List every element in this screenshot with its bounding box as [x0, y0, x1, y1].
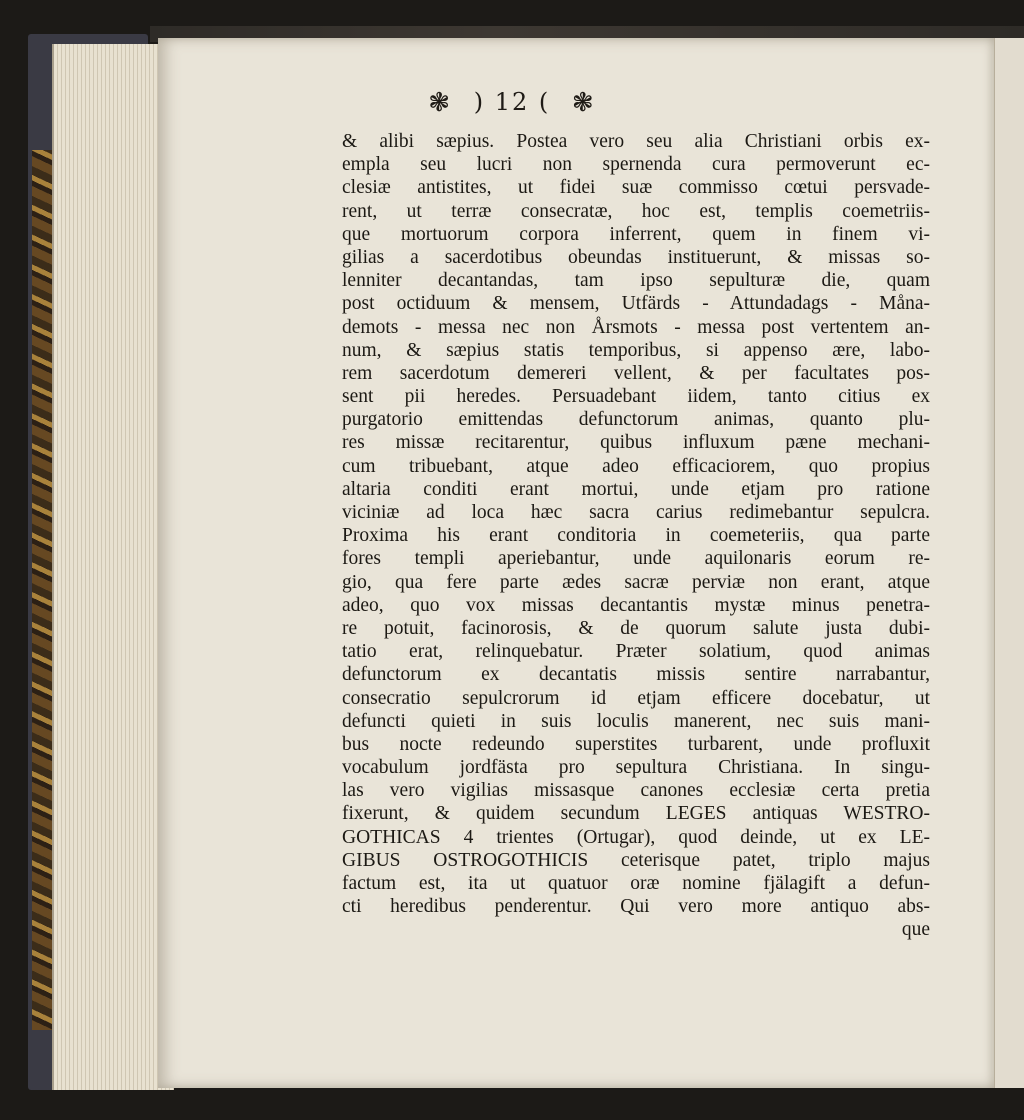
text-line: defunctorum ex decantatis missis sentire narrabantur, — [342, 664, 930, 686]
page-number: 12 — [494, 88, 530, 116]
text-line: altaria conditi erant mortui, unde etjam pro ratione — [342, 478, 930, 500]
text-line: vocabulum jordfästa pro sepultura Christiana. In singu- — [342, 757, 930, 779]
next-page-edge — [994, 38, 1024, 1088]
text-line: gio, qua fere parte ædes sacræ perviæ non erant, atque — [342, 571, 930, 593]
text-line: res missæ recitarentur, quibus influxum pæne mechani- — [342, 432, 930, 454]
text-line: adeo, quo vox missas decantantis mystæ minus penetra- — [342, 594, 930, 616]
text-line: factum est, ita ut quatuor oræ nomine fjälagift a defun- — [342, 873, 930, 894]
text-line: bus nocte redeundo superstites turbarent, unde profluxit — [342, 733, 930, 755]
text-line: GOTHICAS 4 trientes (Ortugar), quod deinde, ut ex LE- — [342, 826, 930, 848]
text-line: tatio erat, relinquebatur. Præter solatium, quod animas — [342, 641, 930, 663]
text-line: re potuit, facinorosis, & de quorum salute justa dubi- — [342, 617, 930, 639]
text-line: sent pii heredes. Persuadebant iidem, tanto citius ex — [342, 386, 930, 408]
text-line: fores templi aperiebantur, unde aquilonaris eorum re- — [342, 548, 930, 570]
text-line: que mortuorum corpora inferrent, quem in finem vi- — [342, 223, 930, 245]
text-line: empla seu lucri non spernenda cura permoverunt ec- — [342, 154, 930, 176]
page-header — [0, 88, 1024, 118]
text-line: cti heredibus penderentur. Qui vero more antiquo abs- — [342, 896, 930, 918]
flower-ornament-icon: ❃ — [571, 88, 596, 118]
text-line: defuncti quieti in suis loculis manerent, nec suis mani- — [342, 710, 930, 732]
flower-ornament-icon: ❃ — [428, 88, 453, 118]
header-close-bracket: ( — [538, 88, 551, 116]
text-line: demots - messa nec non Årsmots - messa post vertentem an- — [342, 316, 930, 338]
text-line: cum tribuebant, atque adeo efficaciorem, quo propius — [342, 455, 930, 477]
text-line: num, & sæpius statis temporibus, si appenso ære, labo- — [342, 339, 930, 361]
page-edges — [52, 44, 174, 1090]
text-line: rem sacerdotum demereri vellent, & per facultates pos- — [342, 362, 930, 384]
text-line: Proxima his erant conditoria in coemeteriis, qua parte — [342, 525, 930, 547]
text-line: clesiæ antistites, ut fidei suæ commisso cœtui persvade- — [342, 177, 930, 199]
text-line: gilias a sacerdotibus obeundas instituerunt, & missas so- — [342, 246, 930, 268]
text-line: purgatorio emittendas defunctorum animas, quanto plu- — [342, 409, 930, 431]
text-line: consecratio sepulcrorum id etjam efficere docebatur, ut — [342, 687, 930, 709]
text-line: las vero vigilias missasque canones ecclesiæ certa pretia — [342, 780, 930, 802]
text-line: post octiduum & mensem, Utfärds - Attundadags - Måna- — [342, 293, 930, 315]
body-text — [342, 130, 930, 942]
text-line: & alibi sæpius. Postea vero seu alia Christiani orbis ex- — [342, 131, 930, 152]
text-line: GIBUS OSTROGOTHICIS ceterisque patet, triplo majus — [342, 849, 930, 871]
text-line: fixerunt, & quidem secundum LEGES antiquas WESTRO- — [342, 803, 930, 825]
text-line: lenniter decantandas, tam ipso sepulturæ die, quam — [342, 270, 930, 292]
header-open-bracket: ) — [473, 88, 486, 116]
text-line: viciniæ ad loca hæc sacra carius redimebantur sepulcra. — [342, 502, 930, 523]
text-line: rent, ut terræ consecratæ, hoc est, templis coemetriis- — [342, 200, 930, 222]
catchword: que — [901, 919, 930, 941]
